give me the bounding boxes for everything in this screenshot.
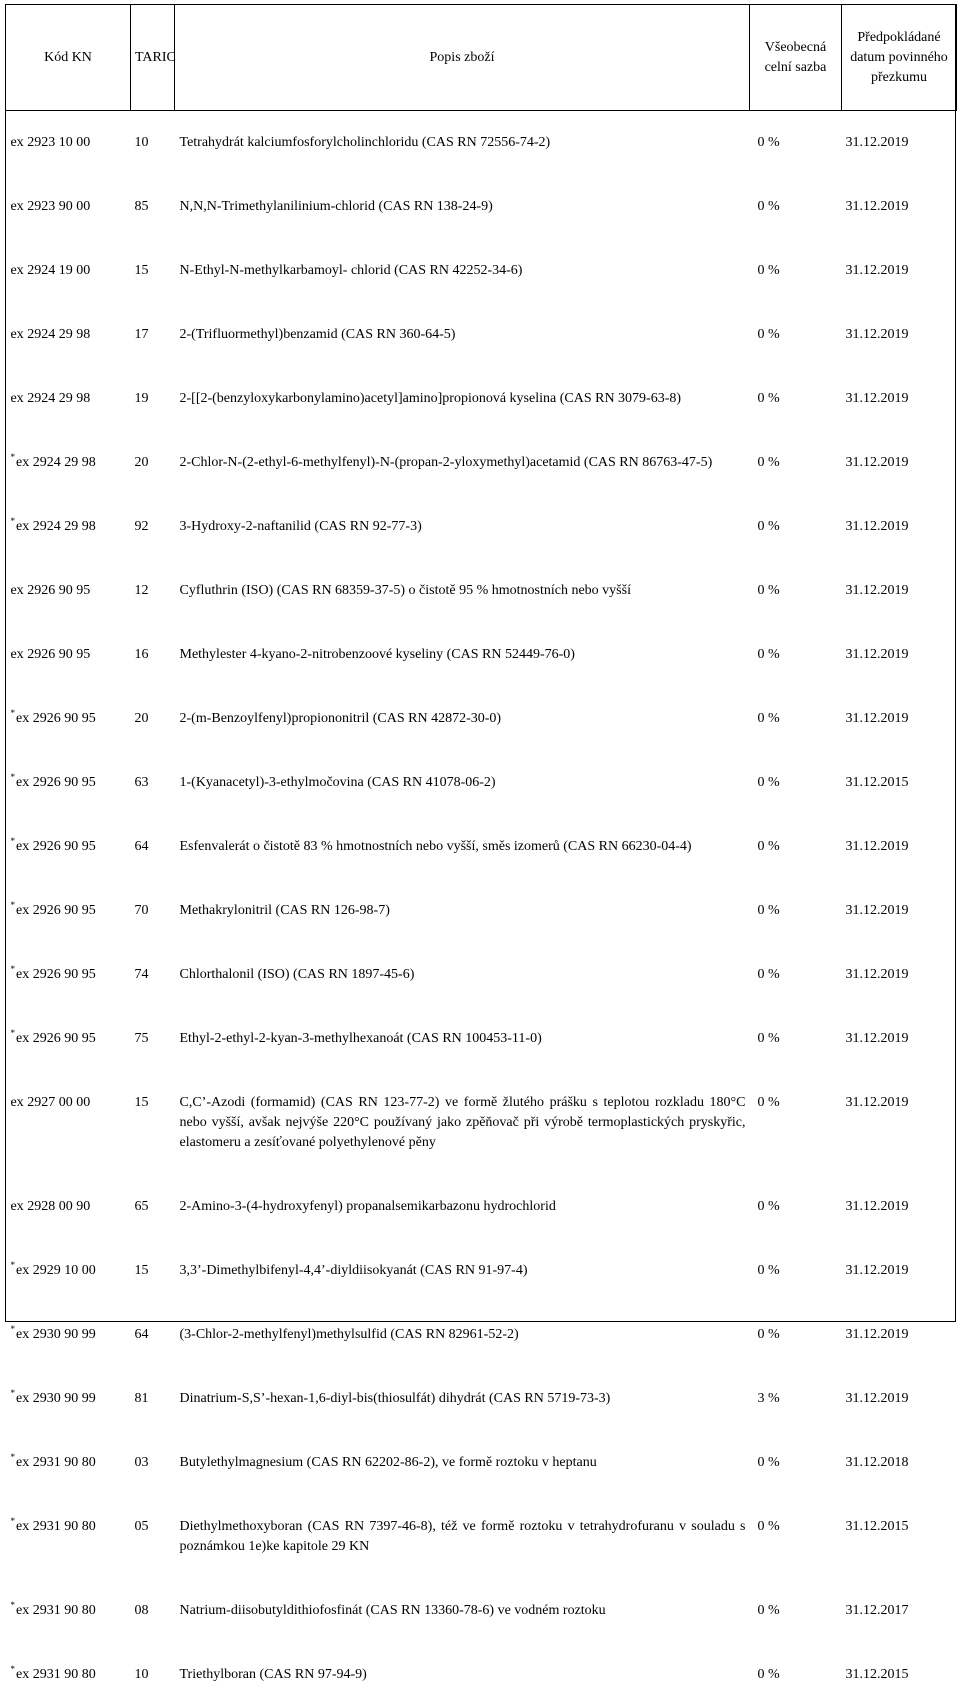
goods-description: (3-Chlor-2-methylfenyl)methylsulfid (CAS RN 82961-52-2)	[175, 1303, 750, 1367]
cn-code: ex 2931 90 80	[16, 1519, 96, 1534]
cn-code-cell	[6, 623, 131, 687]
duty-rate: 0 %	[750, 431, 842, 495]
duty-rate: 0 %	[750, 111, 842, 176]
taric-code: 15	[131, 239, 175, 303]
cn-code-cell	[6, 367, 131, 431]
table-row	[6, 879, 957, 943]
duty-rate: 0 %	[750, 303, 842, 367]
asterisk-mark: *	[11, 836, 16, 846]
review-date: 31.12.2019	[842, 367, 957, 431]
taric-code: 74	[131, 943, 175, 1007]
table-row	[6, 1495, 957, 1579]
goods-description: C,C’-Azodi (formamid) (CAS RN 123-77-2) ve formě žlutého prášku s teplotou rozkladu 180°C nebo vyšší, avšak nejvýše 220°C používaný jako zpěňovač při výrobě termoplastických pryskyřic, elastomeru a zesíťované polyethylenové pěny	[175, 1071, 750, 1175]
cn-code: ex 2923 90 00	[11, 199, 91, 214]
review-date: 31.12.2019	[842, 1071, 957, 1175]
cn-code: ex 2926 90 95	[16, 903, 96, 918]
duty-rate: 0 %	[750, 1643, 842, 1707]
duty-rate: 0 %	[750, 815, 842, 879]
header-duty: Všeobecná celní sazba	[750, 5, 842, 111]
review-date: 31.12.2019	[842, 1175, 957, 1239]
review-date: 31.12.2019	[842, 623, 957, 687]
cn-code: ex 2926 90 95	[16, 775, 96, 790]
goods-description: 1-(Kyanacetyl)-3-ethylmočovina (CAS RN 41078-06-2)	[175, 751, 750, 815]
goods-description: Diethylmethoxyboran (CAS RN 7397-46-8), též ve formě roztoku v tetrahydrofuranu v souladu s poznámkou 1e)ke kapitole 29 KN	[175, 1495, 750, 1579]
duty-rate: 0 %	[750, 879, 842, 943]
cn-code: ex 2924 29 98	[16, 519, 96, 534]
taric-code: 19	[131, 367, 175, 431]
cn-code: ex 2930 90 99	[16, 1327, 96, 1342]
duty-rate: 0 %	[750, 943, 842, 1007]
review-date: 31.12.2019	[842, 239, 957, 303]
review-date: 31.12.2019	[842, 303, 957, 367]
duty-rate: 0 %	[750, 495, 842, 559]
duty-rate: 0 %	[750, 1175, 842, 1239]
review-date: 31.12.2019	[842, 495, 957, 559]
cn-code-cell	[6, 751, 131, 815]
cn-code: ex 2924 29 98	[11, 391, 91, 406]
cn-code-cell	[6, 1175, 131, 1239]
taric-code: 65	[131, 1175, 175, 1239]
taric-code: 20	[131, 687, 175, 751]
cn-code-cell	[6, 1643, 131, 1707]
duty-rate: 0 %	[750, 1579, 842, 1643]
table-row	[6, 1431, 957, 1495]
cn-code-cell	[6, 1071, 131, 1175]
cn-code-cell	[6, 175, 131, 239]
goods-description: Methylester 4-kyano-2-nitrobenzoové kyseliny (CAS RN 52449-76-0)	[175, 623, 750, 687]
cn-code-cell	[6, 111, 131, 176]
goods-description: Butylethylmagnesium (CAS RN 62202-86-2), ve formě roztoku v heptanu	[175, 1431, 750, 1495]
goods-description: 3,3’-Dimethylbifenyl-4,4’-diyldiisokyanát (CAS RN 91-97-4)	[175, 1239, 750, 1303]
cn-code: ex 2931 90 80	[16, 1667, 96, 1682]
cn-code: ex 2926 90 95	[16, 839, 96, 854]
duty-rate: 0 %	[750, 1303, 842, 1367]
duty-rate: 0 %	[750, 1495, 842, 1579]
cn-code: ex 2924 29 98	[11, 327, 91, 342]
table-row	[6, 1071, 957, 1175]
cn-code-cell	[6, 239, 131, 303]
table-row	[6, 367, 957, 431]
cn-code: ex 2931 90 80	[16, 1455, 96, 1470]
cn-code: ex 2926 90 95	[16, 711, 96, 726]
goods-description: 2-[[2-(benzyloxykarbonylamino)acetyl]amino]propionová kyselina (CAS RN 3079-63-8)	[175, 367, 750, 431]
header-taric: TARIC	[131, 5, 175, 111]
asterisk-mark: *	[11, 1516, 16, 1526]
goods-description: Esfenvalerát o čistotě 83 % hmotnostních nebo vyšší, směs izomerů (CAS RN 66230-04-4)	[175, 815, 750, 879]
table-row	[6, 815, 957, 879]
table-row	[6, 1579, 957, 1643]
review-date: 31.12.2015	[842, 751, 957, 815]
taric-code: 63	[131, 751, 175, 815]
duty-rate: 3 %	[750, 1367, 842, 1431]
asterisk-mark: *	[11, 708, 16, 718]
taric-code: 16	[131, 623, 175, 687]
duty-rate: 0 %	[750, 1071, 842, 1175]
goods-description: N-Ethyl-N-methylkarbamoyl- chlorid (CAS RN 42252-34-6)	[175, 239, 750, 303]
review-date: 31.12.2019	[842, 431, 957, 495]
goods-description: Triethylboran (CAS RN 97-94-9)	[175, 1643, 750, 1707]
review-date: 31.12.2019	[842, 175, 957, 239]
taric-code: 15	[131, 1239, 175, 1303]
taric-code: 03	[131, 1431, 175, 1495]
header-description: Popis zboží	[175, 5, 750, 111]
asterisk-mark: *	[11, 772, 16, 782]
goods-description: N,N,N-Trimethylanilinium-chlorid (CAS RN 138-24-9)	[175, 175, 750, 239]
cn-code-cell	[6, 1367, 131, 1431]
goods-description: Tetrahydrát kalciumfosforylcholinchloridu (CAS RN 72556-74-2)	[175, 111, 750, 176]
review-date: 31.12.2017	[842, 1579, 957, 1643]
duty-rate: 0 %	[750, 1007, 842, 1071]
asterisk-mark: *	[11, 452, 16, 462]
cn-code-cell	[6, 815, 131, 879]
goods-description: Dinatrium-S,S’-hexan-1,6-diyl-bis(thiosulfát) dihydrát (CAS RN 5719-73-3)	[175, 1367, 750, 1431]
cn-code: ex 2923 10 00	[11, 135, 91, 150]
duty-rate: 0 %	[750, 239, 842, 303]
duty-rate: 0 %	[750, 623, 842, 687]
asterisk-mark: *	[11, 1388, 16, 1398]
duty-rate: 0 %	[750, 687, 842, 751]
taric-code: 64	[131, 815, 175, 879]
review-date: 31.12.2019	[842, 111, 957, 176]
cn-code-cell	[6, 431, 131, 495]
duty-rate: 0 %	[750, 751, 842, 815]
taric-code: 70	[131, 879, 175, 943]
table-row	[6, 431, 957, 495]
review-date: 31.12.2019	[842, 815, 957, 879]
table-row	[6, 1367, 957, 1431]
header-code: Kód KN	[6, 5, 131, 111]
taric-code: 85	[131, 175, 175, 239]
cn-code-cell	[6, 687, 131, 751]
taric-code: 75	[131, 1007, 175, 1071]
asterisk-mark: *	[11, 1600, 16, 1610]
asterisk-mark: *	[11, 1452, 16, 1462]
review-date: 31.12.2019	[842, 1007, 957, 1071]
table-row	[6, 1643, 957, 1707]
table-row	[6, 1239, 957, 1303]
cn-code: ex 2926 90 95	[16, 967, 96, 982]
taric-code: 10	[131, 1643, 175, 1707]
review-date: 31.12.2019	[842, 1239, 957, 1303]
asterisk-mark: *	[11, 516, 16, 526]
cn-code-cell	[6, 1007, 131, 1071]
cn-code: ex 2926 90 95	[16, 1031, 96, 1046]
cn-code: ex 2924 19 00	[11, 263, 91, 278]
cn-code: ex 2926 90 95	[11, 647, 91, 662]
asterisk-mark: *	[11, 900, 16, 910]
table-row	[6, 751, 957, 815]
duty-rate: 0 %	[750, 175, 842, 239]
asterisk-mark: *	[11, 1664, 16, 1674]
taric-code: 08	[131, 1579, 175, 1643]
cn-code: ex 2929 10 00	[16, 1263, 96, 1278]
goods-description: Ethyl-2-ethyl-2-kyan-3-methylhexanoát (CAS RN 100453-11-0)	[175, 1007, 750, 1071]
asterisk-mark: *	[11, 1028, 16, 1038]
goods-description: 2-Chlor-N-(2-ethyl-6-methylfenyl)-N-(propan-2-yloxymethyl)acetamid (CAS RN 86763-47-5)	[175, 431, 750, 495]
taric-code: 17	[131, 303, 175, 367]
asterisk-mark: *	[11, 1260, 16, 1270]
cn-code-cell	[6, 1239, 131, 1303]
goods-description: Chlorthalonil (ISO) (CAS RN 1897-45-6)	[175, 943, 750, 1007]
review-date: 31.12.2015	[842, 1495, 957, 1579]
cn-code-cell	[6, 495, 131, 559]
cn-code-cell	[6, 559, 131, 623]
asterisk-mark: *	[11, 964, 16, 974]
duty-rate: 0 %	[750, 559, 842, 623]
header-row	[6, 5, 957, 111]
taric-code: 20	[131, 431, 175, 495]
cn-code-cell	[6, 1303, 131, 1367]
cn-code: ex 2930 90 99	[16, 1391, 96, 1406]
taric-code: 15	[131, 1071, 175, 1175]
review-date: 31.12.2019	[842, 879, 957, 943]
cn-code-cell	[6, 1579, 131, 1643]
goods-description: 2-(m-Benzoylfenyl)propiononitril (CAS RN 42872-30-0)	[175, 687, 750, 751]
table-row	[6, 943, 957, 1007]
taric-code: 92	[131, 495, 175, 559]
tariff-table	[5, 4, 957, 1707]
goods-description: 2-Amino-3-(4-hydroxyfenyl) propanalsemikarbazonu hydrochlorid	[175, 1175, 750, 1239]
taric-code: 64	[131, 1303, 175, 1367]
review-date: 31.12.2019	[842, 943, 957, 1007]
review-date: 31.12.2018	[842, 1431, 957, 1495]
goods-description: 2-(Trifluormethyl)benzamid (CAS RN 360-64-5)	[175, 303, 750, 367]
taric-code: 81	[131, 1367, 175, 1431]
goods-description: Cyfluthrin (ISO) (CAS RN 68359-37-5) o čistotě 95 % hmotnostních nebo vyšší	[175, 559, 750, 623]
table-body	[6, 111, 957, 1707]
table-row	[6, 175, 957, 239]
table-row	[6, 495, 957, 559]
cn-code: ex 2926 90 95	[11, 583, 91, 598]
cn-code-cell	[6, 303, 131, 367]
review-date: 31.12.2019	[842, 559, 957, 623]
cn-code: ex 2928 00 90	[11, 1199, 91, 1214]
table-row	[6, 559, 957, 623]
taric-code: 10	[131, 111, 175, 176]
review-date: 31.12.2019	[842, 1303, 957, 1367]
cn-code-cell	[6, 1431, 131, 1495]
table-row	[6, 623, 957, 687]
table-row	[6, 303, 957, 367]
table-row	[6, 1175, 957, 1239]
header-review-date: Předpokládané datum povinného přezkumu	[842, 5, 957, 111]
cn-code: ex 2931 90 80	[16, 1603, 96, 1618]
goods-description: Natrium-diisobutyldithiofosfinát (CAS RN 13360-78-6) ve vodném roztoku	[175, 1579, 750, 1643]
table-row	[6, 1007, 957, 1071]
review-date: 31.12.2015	[842, 1643, 957, 1707]
cn-code: ex 2927 00 00	[11, 1095, 91, 1110]
cn-code: ex 2924 29 98	[16, 455, 96, 470]
table-row	[6, 1303, 957, 1367]
table-row	[6, 111, 957, 176]
cn-code-cell	[6, 943, 131, 1007]
goods-description: Methakrylonitril (CAS RN 126-98-7)	[175, 879, 750, 943]
taric-code: 12	[131, 559, 175, 623]
cn-code-cell	[6, 879, 131, 943]
taric-code: 05	[131, 1495, 175, 1579]
cn-code-cell	[6, 1495, 131, 1579]
asterisk-mark: *	[11, 1324, 16, 1334]
review-date: 31.12.2019	[842, 1367, 957, 1431]
duty-rate: 0 %	[750, 1239, 842, 1303]
table-row	[6, 687, 957, 751]
duty-rate: 0 %	[750, 1431, 842, 1495]
goods-description: 3-Hydroxy-2-naftanilid (CAS RN 92-77-3)	[175, 495, 750, 559]
table-row	[6, 239, 957, 303]
duty-rate: 0 %	[750, 367, 842, 431]
review-date: 31.12.2019	[842, 687, 957, 751]
